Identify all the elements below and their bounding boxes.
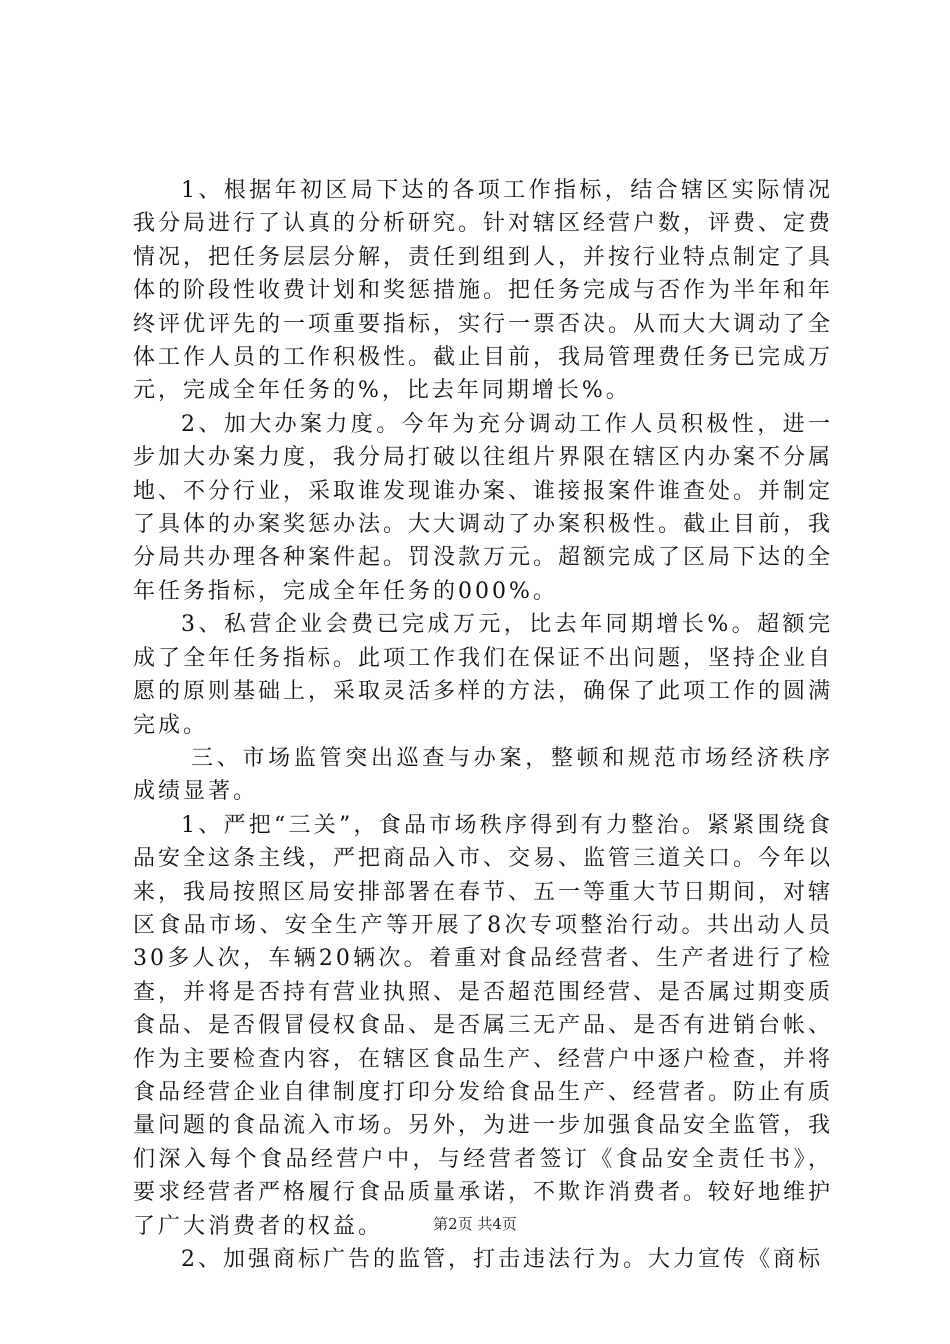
paragraph-trademark-advertising: 2、加强商标广告的监管，打击违法行为。大力宣传《商标 xyxy=(181,1247,823,1272)
paragraph-food-safety: 1、严把“三关”，食品市场秩序得到有力整治。紧紧围绕食品安全这条主线，严把商品入市、交易、监管三道关口。今年以来，我局按照区局安排部署在春节、五一等重大节日期间，对辖区食品市场、安全生产等开展了8次专项整治行动。共出动人员30多人次，车辆20辆次。着重对食品经营者、生产者进行了检查，并将是否持有营业执照、是否超范围经营、是否属过期变质食品、是否假冒侵权食品、是否属三无产品、是否有进销台帐、作为主要检查内容，在辖区食品生产、经营户中逐户检查，并将食品经营企业自律制度打印分发给食品生产、经营者。防止有质量问题的食品流入市场。另外，为进一步加强食品安全监管，我们深入每个食品经营户中，与经营者签订《食品安全责任书》，要求经营者严格履行食品质量承诺，不欺诈消费者。较好地维护了广大消费者的权益。 xyxy=(133,812,834,1239)
section-heading-market-supervision: 三、市场监管突出巡查与办案，整顿和规范市场经济秩序成绩显著。 xyxy=(133,745,833,805)
paragraph-private-enterprise-fees: 3、私营企业会费已完成万元，比去年同期增长%。超额完成了全年任务指标。此项工作我们在保证不出问题，坚持企业自愿的原则基础上，采取灵活多样的方法，确保了此项工作的圆满完成。 xyxy=(133,612,834,738)
document-body xyxy=(133,174,833,1276)
paragraph-task-indicators: 1、根据年初区局下达的各项工作指标，结合辖区实际情况我分局进行了认真的分析研究。针对辖区经营户数，评费、定费情况，把任务层层分解，责任到组到人，并按行业特点制定了具体的阶段性收费计划和奖惩措施。把任务完成与否作为半年和年终评优评先的一项重要指标，实行一票否决。从而大大调动了全体工作人员的工作积极性。截止目前，我局管理费任务已完成万元，完成全年任务的%，比去年同期增长%。 xyxy=(133,178,834,404)
paragraph-case-handling: 2、加大办案力度。今年为充分调动工作人员积极性，进一步加大办案力度，我分局打破以往组片界限在辖区内办案不分属地、不分行业，采取谁发现谁办案、谁接报案件谁查处。并制定了具体的办案奖惩办法。大大调动了办案积极性。截止目前，我分局共办理各种案件起。罚没款万元。超额完成了区局下达的全年任务指标，完成全年任务的000%。 xyxy=(133,411,834,604)
page-number-footer: 第2页 共4页 xyxy=(433,1215,517,1233)
